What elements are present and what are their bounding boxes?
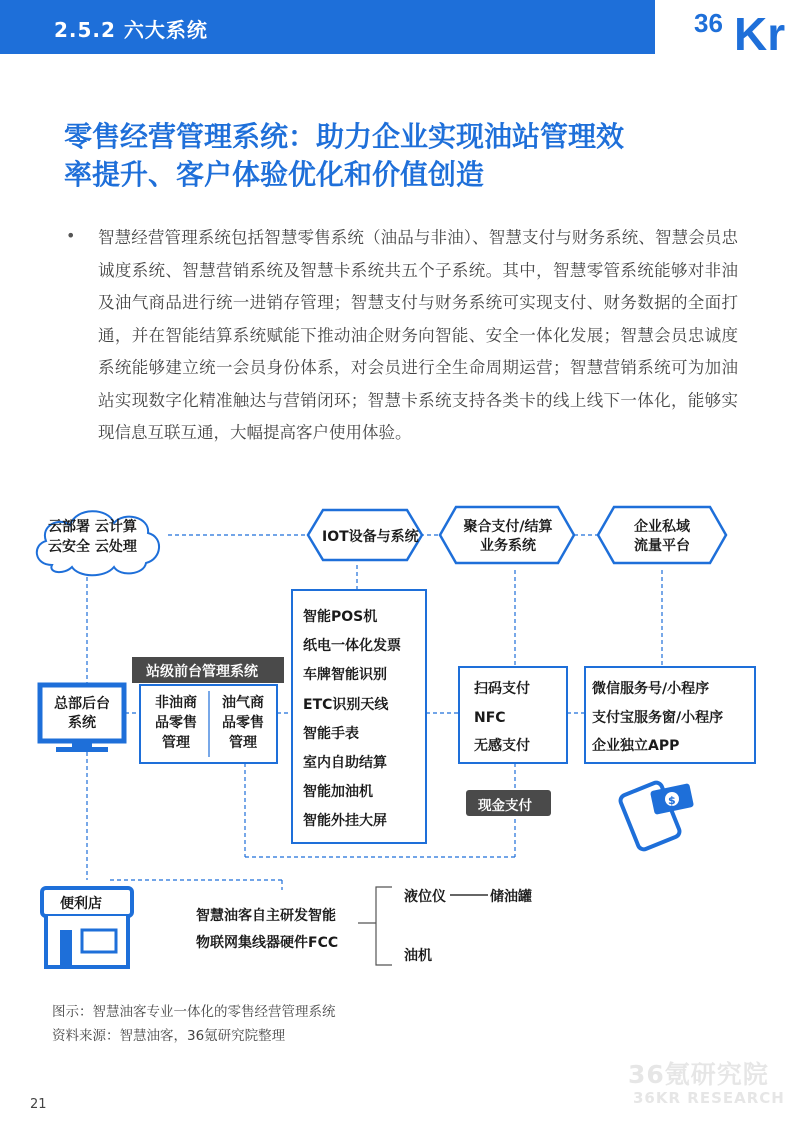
iot-item: 智能POS机: [303, 609, 378, 625]
fcc-bracket: [376, 887, 392, 965]
backend-label: [45, 695, 119, 733]
fcc-line-1: 智慧油客自主研发智能: [196, 908, 336, 924]
source-caption: 资料来源：智慧油客，36氪研究院整理: [52, 1028, 286, 1044]
cloud-label-line-1: 云部署 云计算: [48, 519, 137, 535]
svg-text:Kr: Kr: [734, 8, 786, 52]
iot-item: 智能外挂大屏: [303, 813, 387, 830]
station-left-line-1: 非油商: [155, 695, 197, 711]
backend-line-2: 系统: [68, 715, 96, 731]
private-item: 企业独立APP: [592, 738, 680, 754]
fcc-label: [196, 903, 338, 957]
station-left-line-3: 管理: [162, 735, 190, 751]
station-left-line-2: 品零售: [155, 715, 197, 731]
private-item: 微信服务号/小程序: [592, 681, 710, 697]
level-gauge-label: 液位仪: [404, 889, 446, 905]
bullet-dot: •: [66, 226, 76, 245]
phone-payment-icon: [619, 781, 694, 851]
page-number: 21: [30, 1097, 47, 1112]
station-right-line-1: 油气商: [222, 695, 264, 711]
section-title: 2.5.2 六大系统: [54, 18, 208, 42]
cloud-label: [48, 517, 137, 557]
iot-item-list: [303, 603, 401, 837]
retail-system-diagram: [0, 495, 794, 985]
private-item: 支付宝服务窗/小程序: [592, 709, 724, 726]
station-title: 站级前台管理系统: [146, 664, 258, 680]
hex-private-label: [612, 518, 712, 556]
pay-item-list: [474, 675, 530, 761]
body-paragraph: 智慧经营管理系统包括智慧零售系统（油品与非油）、智慧支付与财务系统、智慧会员忠诚度系统、智慧营销系统及智慧卡系统共五个子系统。其中，智慧零管系统能够对非油及油气商品进行统一进销存管理；智慧支付与财务系统可实现支付、财务数据的全面打通，并在智能结算系统赋能下推动油企财务向智能、安全一体化发展；智慧会员忠诚度系统能够建立统一会员身份体系，对会员进行全生命周期运营；智慧营销系统可为加油站实现数字化精准触达与营销闭环；智慧卡系统支持各类卡的线上线下一体化，能够实现信息互联互通，大幅提高客户使用体验。: [98, 228, 738, 442]
backend-line-1: 总部后台: [54, 696, 110, 712]
store-label: 便利店: [60, 896, 102, 912]
tank-label: 储油罐: [490, 889, 532, 905]
headline-line-1: 零售经营管理系统：助力企业实现油站管理效: [64, 120, 625, 153]
pay-item: NFC: [474, 709, 506, 726]
iot-item: 纸电一体化发票: [303, 638, 401, 655]
figure-caption: 图示：智慧油客专业一体化的零售经营管理系统: [52, 1004, 336, 1020]
station-left-label: [145, 693, 207, 753]
watermark-en: 36KR RESEARCH: [633, 1089, 785, 1107]
private-item-list: [592, 675, 723, 761]
hex-private-line-1: 企业私域: [634, 519, 690, 535]
station-right-line-3: 管理: [229, 735, 257, 751]
svg-text:$: $: [668, 794, 676, 807]
header-bar: [0, 0, 655, 54]
iot-item: 车牌智能识别: [303, 667, 387, 684]
hex-pay-label: [453, 518, 563, 556]
iot-item: 智能加油机: [303, 784, 373, 801]
headline: [64, 118, 744, 194]
pay-item: 无感支付: [474, 738, 530, 754]
station-right-label: [212, 693, 274, 753]
hex-pay-line-2: 业务系统: [480, 538, 536, 554]
hex-private-line-2: 流量平台: [634, 538, 690, 554]
headline-line-2: 率提升、客户体验优化和价值创造: [64, 158, 485, 191]
iot-item: 室内自助结算: [303, 755, 387, 772]
watermark-cn: 36氪研究院: [628, 1060, 769, 1089]
dispenser-label: 油机: [404, 948, 432, 964]
brand-logo: [692, 2, 792, 52]
svg-text:36: 36: [694, 8, 723, 38]
hex-iot-label: IOT设备与系统: [322, 529, 419, 545]
cloud-label-line-2: 云安全 云处理: [48, 539, 137, 555]
iot-item: 智能手表: [303, 725, 359, 742]
iot-item: ETC识别天线: [303, 696, 389, 713]
cash-label: 现金支付: [478, 798, 532, 814]
fcc-line-2: 物联网集线器硬件FCC: [196, 935, 339, 951]
pay-item: 扫码支付: [474, 681, 530, 697]
hex-pay-line-1: 聚合支付/结算: [463, 519, 553, 535]
station-right-line-2: 品零售: [222, 715, 264, 731]
